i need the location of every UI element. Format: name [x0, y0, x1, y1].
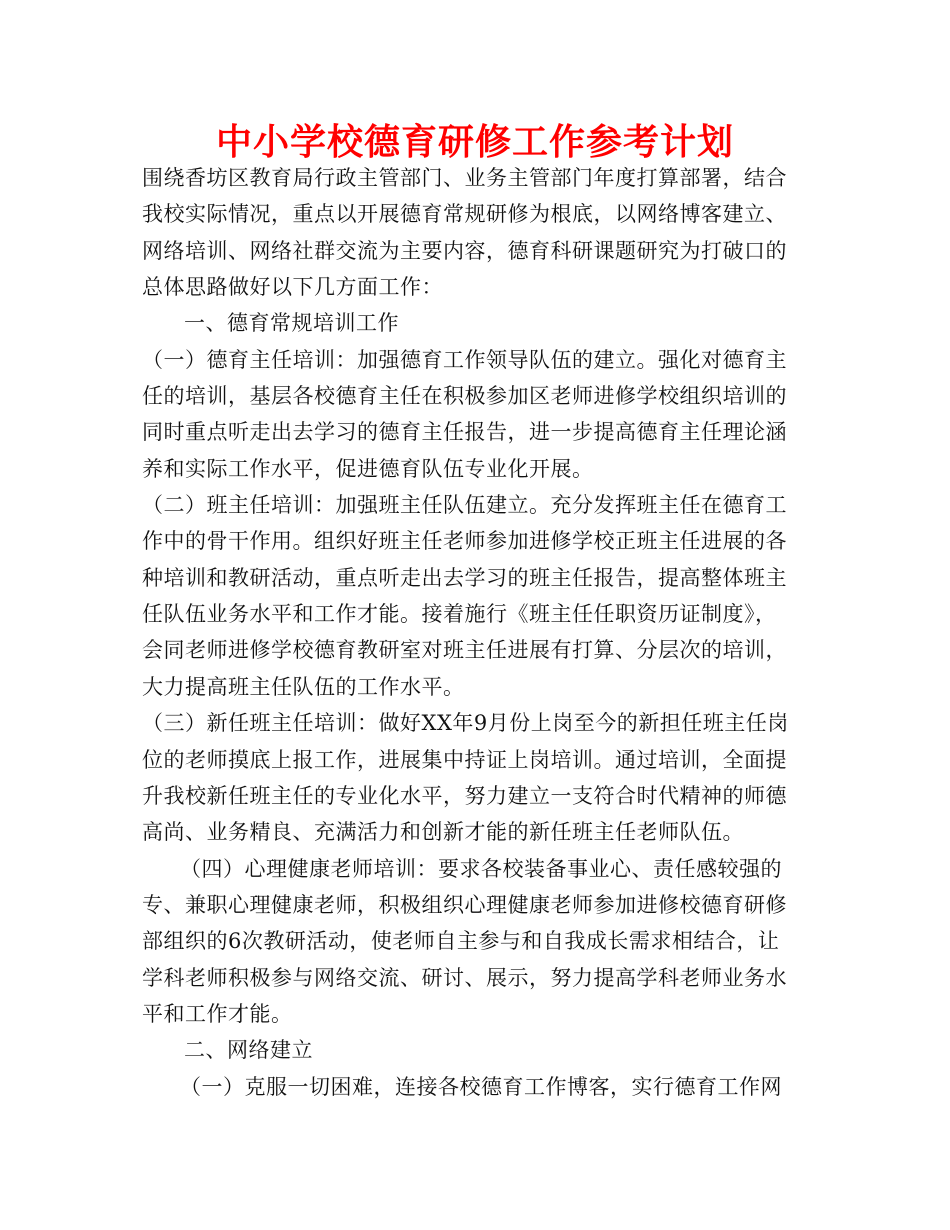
body-line: （一）克服一切困难，连接各校德育工作博客，实行德育工作网 [180, 1074, 782, 1099]
body-line: 一、德育常规培训工作 [184, 311, 399, 336]
body-line: 任的培训，基层各校德育主任在积极参加区老师进修学校组织培训的 [142, 384, 787, 409]
body-line: 部组织的6次教研活动，使老师自主参与和自我成长需求相结合，让 [142, 929, 780, 954]
body-line: 升我校新任班主任的专业化水平，努力建立一支符合时代精神的师德 [142, 783, 787, 808]
body-line: 会同老师进修学校德育教研室对班主任进展有打算、分层次的培训， [142, 638, 787, 663]
body-line: （一）德育主任培训：加强德育工作领导队伍的建立。强化对德育主 [142, 347, 787, 372]
body-line: 专、兼职心理健康老师，积极组织心理健康老师参加进修校德育研修 [142, 892, 787, 917]
body-line: 大力提高班主任队伍的工作水平。 [142, 674, 465, 699]
body-line: 二、网络建立 [184, 1038, 313, 1063]
body-line: 任队伍业务水平和工作才能。接着施行《班主任任职资历证制度》， [142, 602, 777, 627]
body-line: 高尚、业务精良、充满活力和创新才能的新任班主任老师队伍。 [142, 820, 744, 845]
body-line: 位的老师摸底上报工作，进展集中持证上岗培训。通过培训，全面提 [142, 747, 787, 772]
body-line: （四）心理健康老师培训：要求各校装备事业心、责任感较强的 [180, 856, 782, 881]
body-line: 学科老师积极参与网络交流、研讨、展示，努力提高学科老师业务水 [142, 965, 787, 990]
body-line: （三）新任班主任培训：做好XX年9月份上岗至今的新担任班主任岗 [142, 711, 789, 736]
body-line: 平和工作才能。 [142, 1001, 293, 1026]
body-line: 总体思路做好以下几方面工作： [142, 275, 443, 300]
body-line: 围绕香坊区教育局行政主管部门、业务主管部门年度打算部署，结合 [142, 166, 787, 190]
body-line: 网络培训、网络社群交流为主要内容，德育科研课题研究为打破口的 [142, 238, 787, 263]
document-body [142, 160, 822, 1105]
body-line: 养和实际工作水平，促进德育队伍专业化开展。 [142, 456, 594, 481]
document-title: 中小学校德育研修工作参考计划 [215, 122, 734, 163]
body-line: （二）班主任培训：加强班主任队伍建立。充分发挥班主任在德育工 [142, 493, 787, 518]
body-line: 同时重点听走出去学习的德育主任报告，进一步提高德育主任理论涵 [142, 420, 787, 445]
body-line: 种培训和教研活动，重点听走出去学习的班主任报告，提高整体班主 [142, 565, 787, 590]
body-line: 作中的骨干作用。组织好班主任老师参加进修学校正班主任进展的各 [142, 529, 787, 554]
body-line: 我校实际情况，重点以开展德育常规研修为根底，以网络博客建立、 [142, 202, 787, 227]
